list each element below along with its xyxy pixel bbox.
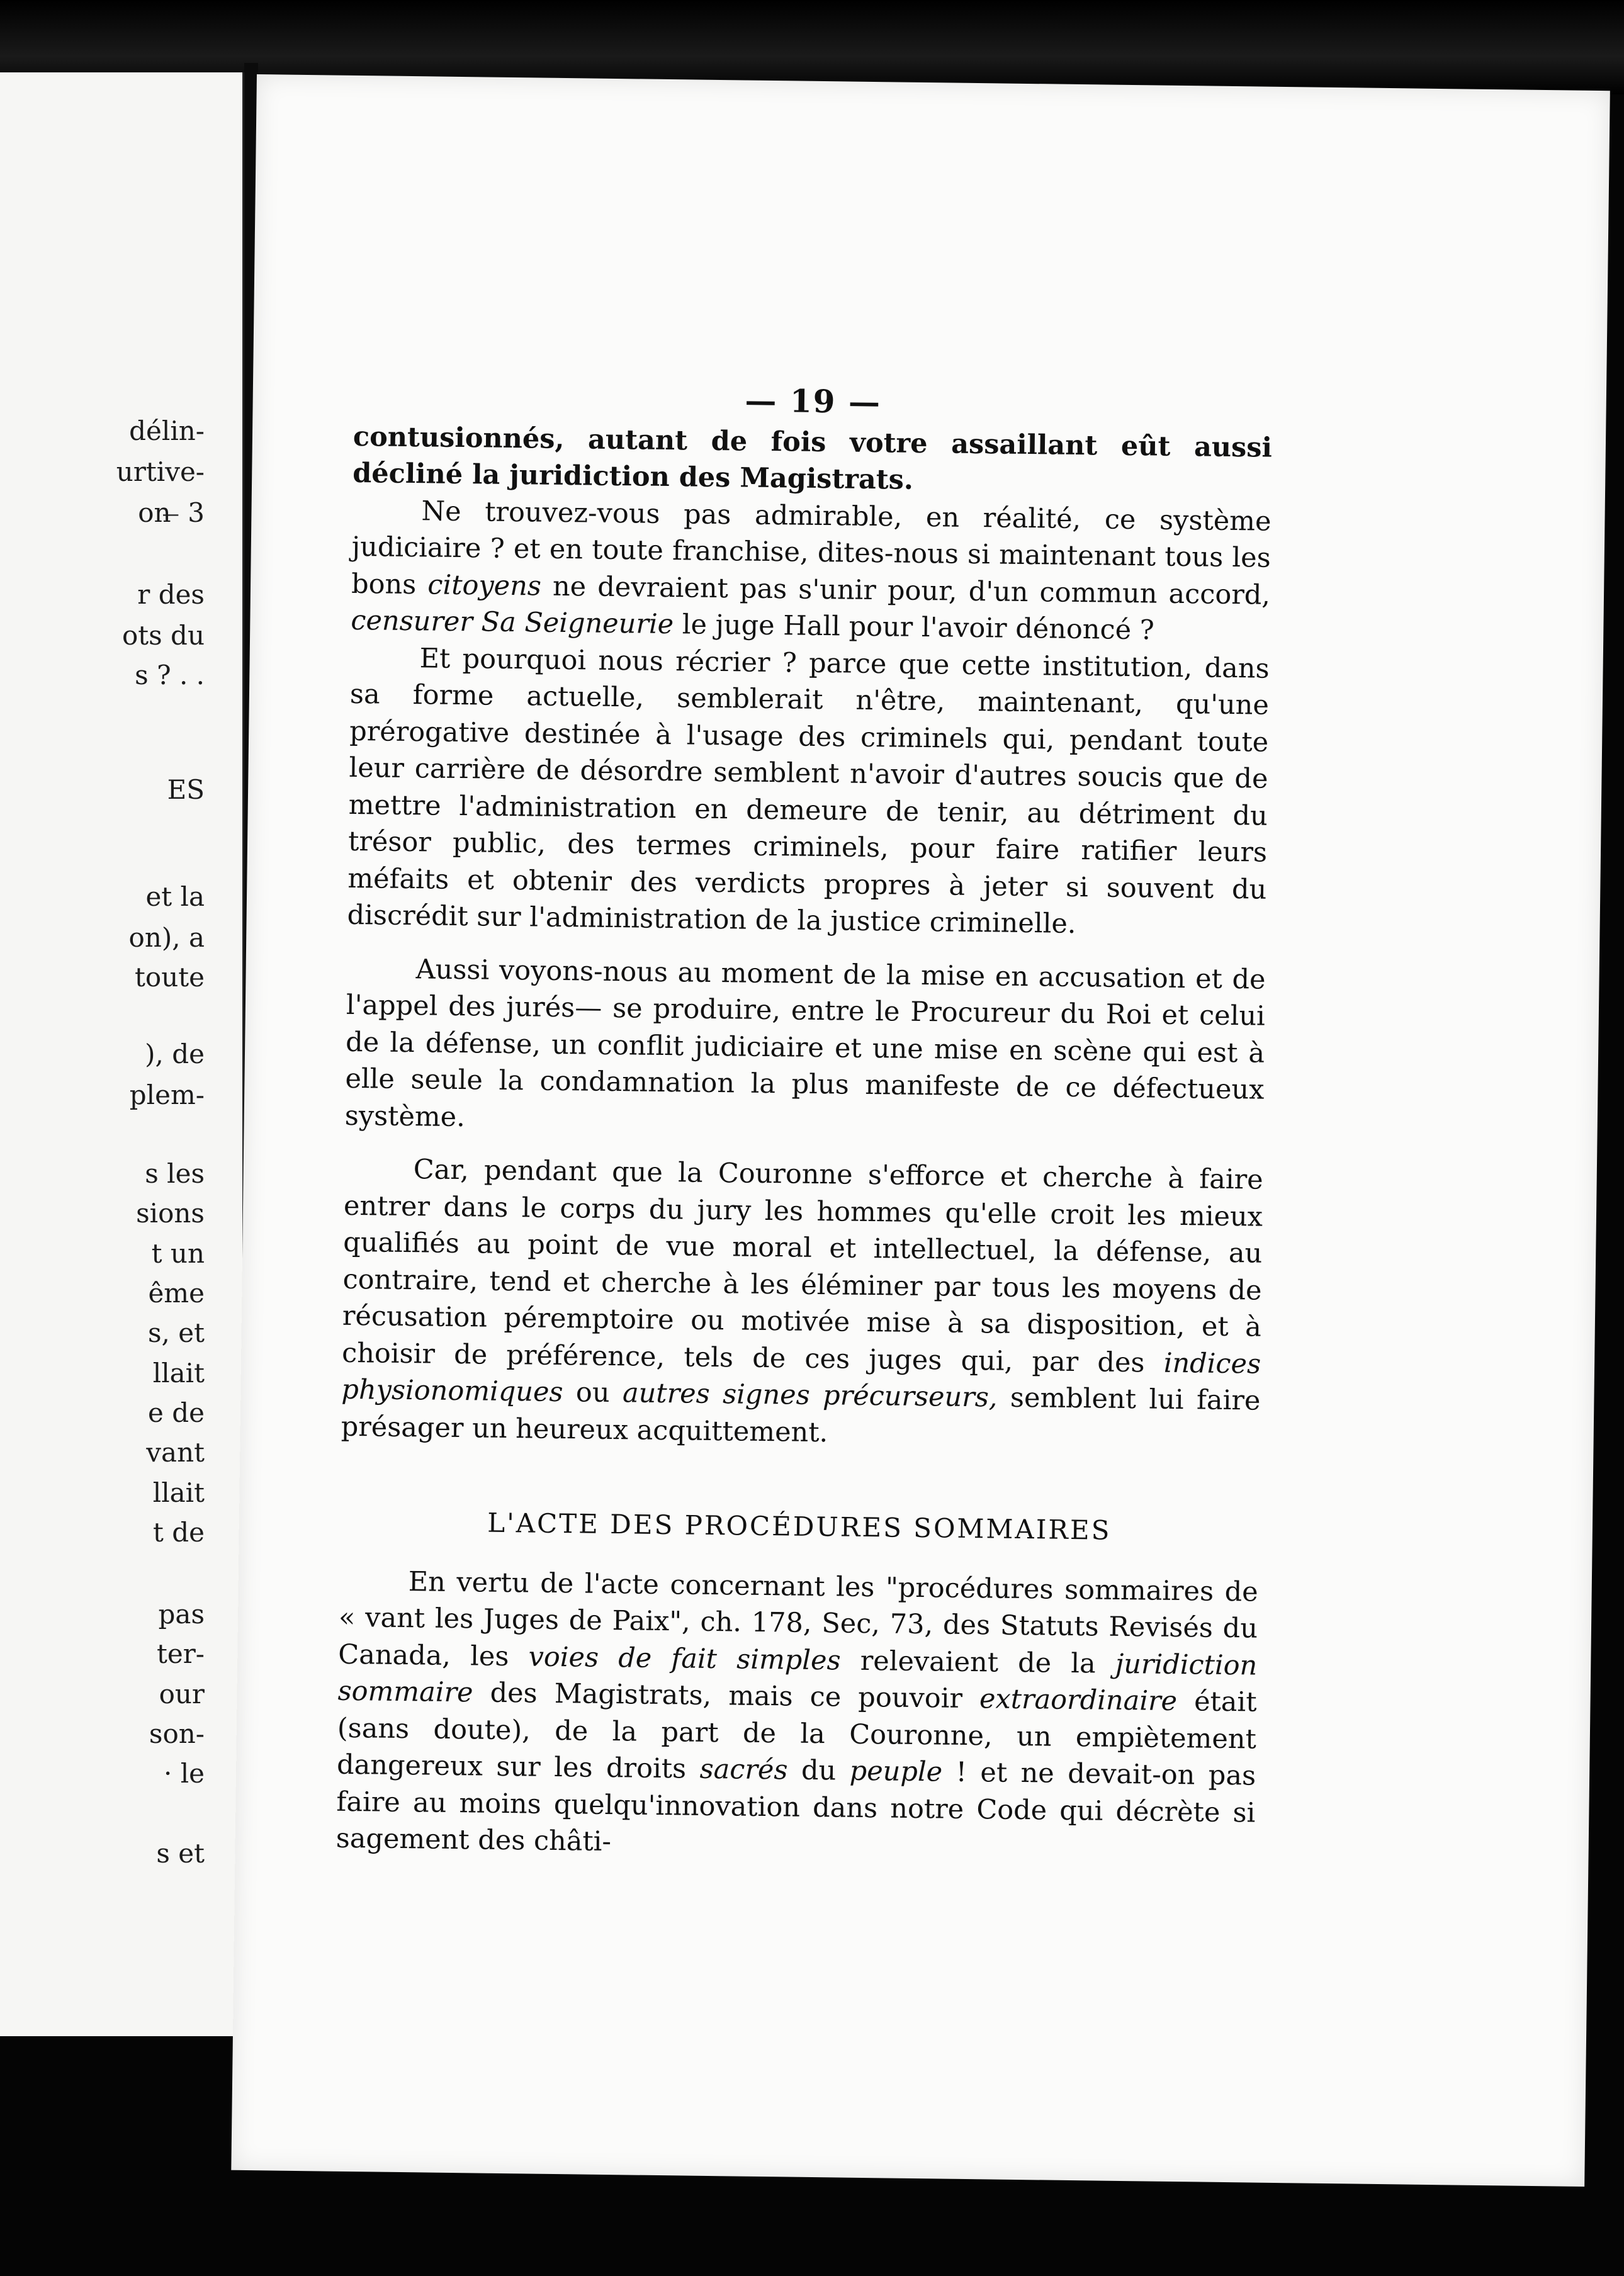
left-page-text-fragment: t de — [153, 1517, 205, 1548]
left-page-text-fragment: our — [159, 1679, 205, 1710]
left-page-text-fragment: on ̶ 3 — [138, 497, 205, 528]
text-run: juridiction des Magistrats. — [500, 459, 914, 496]
text-run: Et pourquoi nous récrier ? parce que cette institution, dans sa forme actuelle, semblerait n'être, maintenant, qu'une prérogative destinée à l'usage des criminels qui, pendant toute leur carrière de désordre semblent n'avoir d'autres soucis que de mettre l'administration en demeure de tenir, au détriment du trésor public, des termes criminels, pour faire ratifier leurs méfaits et obtenir des verdicts propres à jeter si souvent du discrédit sur l'administration de la justice criminelle. — [347, 642, 1270, 940]
paragraph-5 — [341, 1151, 1263, 1456]
text-run: peuple — [849, 1755, 943, 1788]
text-run: contusionnés, autant de fois votre assaillant eût aussi décliné la — [352, 420, 1273, 491]
paragraph-3 — [347, 639, 1270, 945]
page-number: — 19 — — [745, 381, 882, 421]
left-page-text-fragment: s ? . . — [135, 660, 205, 690]
text-run: du — [787, 1754, 850, 1787]
left-page-text-fragment: ter- — [156, 1638, 205, 1669]
text-run: ou — [563, 1377, 623, 1409]
left-page-text-fragment: ), de — [145, 1039, 205, 1069]
text-run: juridiction sommaire — [337, 1648, 1258, 1709]
text-run: En vertu de l'acte concernant les "procédures sommaires de « vant les Juges de Paix", ch. 178, Sec, 73, des Statuts Revisés du Canada, les — [338, 1565, 1258, 1672]
text-run: relevaient de la — [840, 1645, 1116, 1680]
left-page-text-fragment: et la — [145, 881, 205, 912]
left-page-text-fragment: plem- — [129, 1079, 205, 1110]
text-run: Aussi voyons-nous au moment de la mise en accusation et de l'appel des jurés— se produire, entre le Procureur du Roi et celui de la défense, un conflit judiciaire et une mise en scène qui est à elle seule la condamnation la plus manifeste de ce défectueux système. — [344, 953, 1266, 1133]
text-run: Car, pendant que la Couronne s'efforce et cherche à faire entrer dans le corps du jury les hommes qu'elle croit les mieux qualifiés au point de vue moral et intellectuel, la défense, au contraire, tend et cherche à les éléminer par tous les moyens de récusation péremptoire ou motivée mise à sa disposition, et à choisir de préférence, tels de ces juges qui, par des — [341, 1154, 1263, 1379]
text-run: le juge Hall pour l'avoir dénoncé ? — [673, 609, 1155, 646]
left-page-text-fragment: s les — [145, 1158, 205, 1189]
left-page-text-fragment: toute — [135, 962, 205, 993]
text-run: indices physionomiques — [341, 1347, 1261, 1409]
text-run: semblent lui faire présager un heureux acquittement. — [341, 1382, 1261, 1448]
left-page-text-fragment: s, et — [148, 1317, 205, 1348]
left-page-text-fragment: vant — [146, 1437, 205, 1468]
left-page-text-fragment: llait — [152, 1358, 205, 1389]
left-page-text-fragment: · le — [164, 1758, 205, 1789]
section-heading: L'ACTE DES PROCÉDURES SOMMAIRES — [487, 1507, 1112, 1546]
left-page-text-fragment: ES — [167, 774, 205, 805]
text-run: des Magistrats, mais ce pouvoir — [473, 1677, 980, 1715]
paragraph-1 — [352, 418, 1272, 503]
text-run: voies de fait simples — [528, 1640, 841, 1677]
text-run: citoyens — [427, 568, 542, 602]
left-page-text-fragment: sions — [136, 1198, 205, 1229]
text-run: Ne trouvez-vous pas admirable, en réalité, ce système judiciaire ? et en toute franchise, dites-nous si maintenant tous les bons — [351, 495, 1272, 600]
text-run: ne devraient pas s'unir pour, d'un commun accord, — [541, 570, 1271, 611]
left-page-text-fragment: urtive- — [116, 456, 205, 487]
left-page-text-fragment: son- — [149, 1718, 205, 1749]
text-run: censurer Sa Seigneurie — [351, 604, 674, 641]
right-page — [231, 74, 1610, 2187]
left-page-text-fragment: t un — [151, 1238, 205, 1269]
text-run: était (sans doute), de la part de la Couronne, un empiètement dangereux sur les droits — [336, 1686, 1257, 1785]
left-page-text-fragment: r des — [137, 579, 205, 610]
left-page-text-fragment: e de — [148, 1397, 205, 1428]
left-page-text-fragment: pas — [158, 1599, 205, 1630]
left-page-text-fragment: délin- — [129, 415, 205, 446]
left-page-text-fragment: on), a — [128, 922, 205, 953]
left-page-fragment — [0, 72, 244, 2036]
section-paragraph — [336, 1562, 1258, 1868]
page-text-block — [336, 378, 1273, 1868]
text-run: sacrés — [699, 1753, 788, 1786]
paragraph-2 — [351, 492, 1272, 650]
left-page-text-fragment: llait — [152, 1477, 205, 1508]
left-page-text-fragment: ême — [148, 1278, 205, 1309]
text-run: ! et ne devait-on pas faire au moins quelqu'innovation dans notre Code qui décrète si sagement des châti- — [336, 1756, 1256, 1858]
left-page-text-fragment: s et — [156, 1838, 205, 1869]
text-run: autres signes précurseurs, — [622, 1377, 998, 1414]
paragraph-4 — [344, 950, 1265, 1145]
left-page-text-fragment: ots du — [121, 620, 205, 651]
text-run: extraordinaire — [979, 1683, 1178, 1718]
